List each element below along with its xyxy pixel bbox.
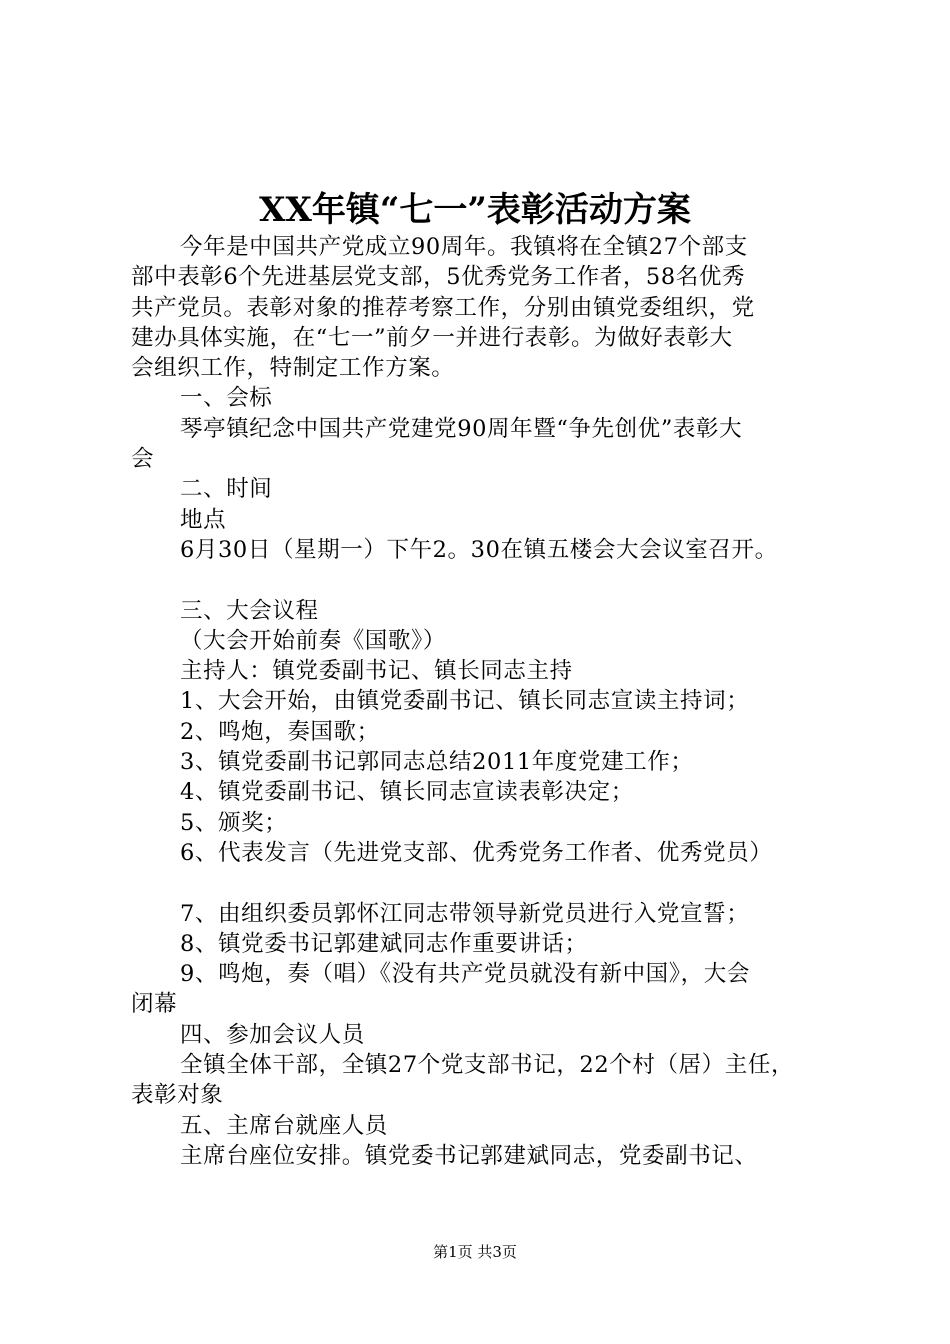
agenda-item: 3、镇党委副书记郭同志总结2011年度党建工作； — [180, 749, 694, 776]
agenda-item: 6、代表发言（先进党支部、优秀党务工作者、优秀党员） — [180, 839, 773, 866]
section-heading: 五、主席台就座人员 — [180, 1112, 388, 1139]
agenda-item: 2、鸣炮，奏国歌； — [180, 718, 380, 745]
agenda-item: 5、颁奖； — [180, 809, 288, 836]
paragraph-line: 6月30日（星期一）下午2。30在镇五楼会大会议室召开。 — [180, 536, 778, 563]
section-heading: 二、时间 — [180, 476, 273, 503]
paragraph-line: （大会开始前奏《国歌》） — [180, 627, 446, 654]
paragraph-line: 共产党员。表彰对象的推荐考察工作，分别由镇党委组织，党 — [131, 294, 755, 321]
paragraph-line: 主席台座位安排。镇党委书记郭建斌同志，党委副书记、 — [180, 1142, 758, 1169]
agenda-item: 8、镇党委书记郭建斌同志作重要讲话； — [180, 930, 588, 957]
section-heading: 一、会标 — [180, 385, 273, 412]
page-footer: 第1页 共3页 — [433, 1243, 517, 1261]
agenda-item: 1、大会开始，由镇党委副书记、镇长同志宣读主持词； — [180, 688, 750, 715]
paragraph-line: 建办具体实施，在“七一”前夕一并进行表彰。为做好表彰大 — [131, 324, 733, 351]
paragraph-line: 会组织工作，特制定工作方案。 — [131, 355, 455, 382]
paragraph-line: 地点 — [180, 506, 227, 533]
paragraph-line: 主持人：镇党委副书记、镇长同志主持 — [180, 658, 573, 685]
agenda-item: 4、镇党委副书记、镇长同志宣读表彰决定； — [180, 779, 634, 806]
agenda-item: 7、由组织委员郭怀江同志带领导新党员进行入党宣誓； — [180, 900, 750, 927]
paragraph-line: 表彰对象 — [131, 1082, 224, 1109]
paragraph-line: 部中表彰6个先进基层党支部，5优秀党务工作者，58名优秀 — [131, 264, 746, 291]
paragraph-line: 琴亭镇纪念中国共产党建党90周年暨“争先创优”表彰大 — [180, 415, 743, 442]
paragraph-line: 闭幕 — [131, 991, 178, 1018]
paragraph-line: 会 — [131, 446, 155, 473]
blank-line — [131, 868, 831, 898]
section-heading: 三、大会议程 — [180, 597, 319, 624]
document-body — [131, 232, 831, 1171]
paragraph-line: 全镇全体干部，全镇27个党支部书记，22个村（居）主任， — [180, 1052, 795, 1079]
blank-line — [131, 565, 831, 595]
agenda-item: 9、鸣炮，奏（唱）《没有共产党员就没有新中国》，大会 — [180, 961, 750, 988]
paragraph-line: 今年是中国共产党成立90周年。我镇将在全镇27个部支 — [180, 234, 748, 260]
document-title: XX年镇“七一”表彰活动方案 — [259, 190, 691, 230]
section-heading: 四、参加会议人员 — [180, 1021, 365, 1048]
